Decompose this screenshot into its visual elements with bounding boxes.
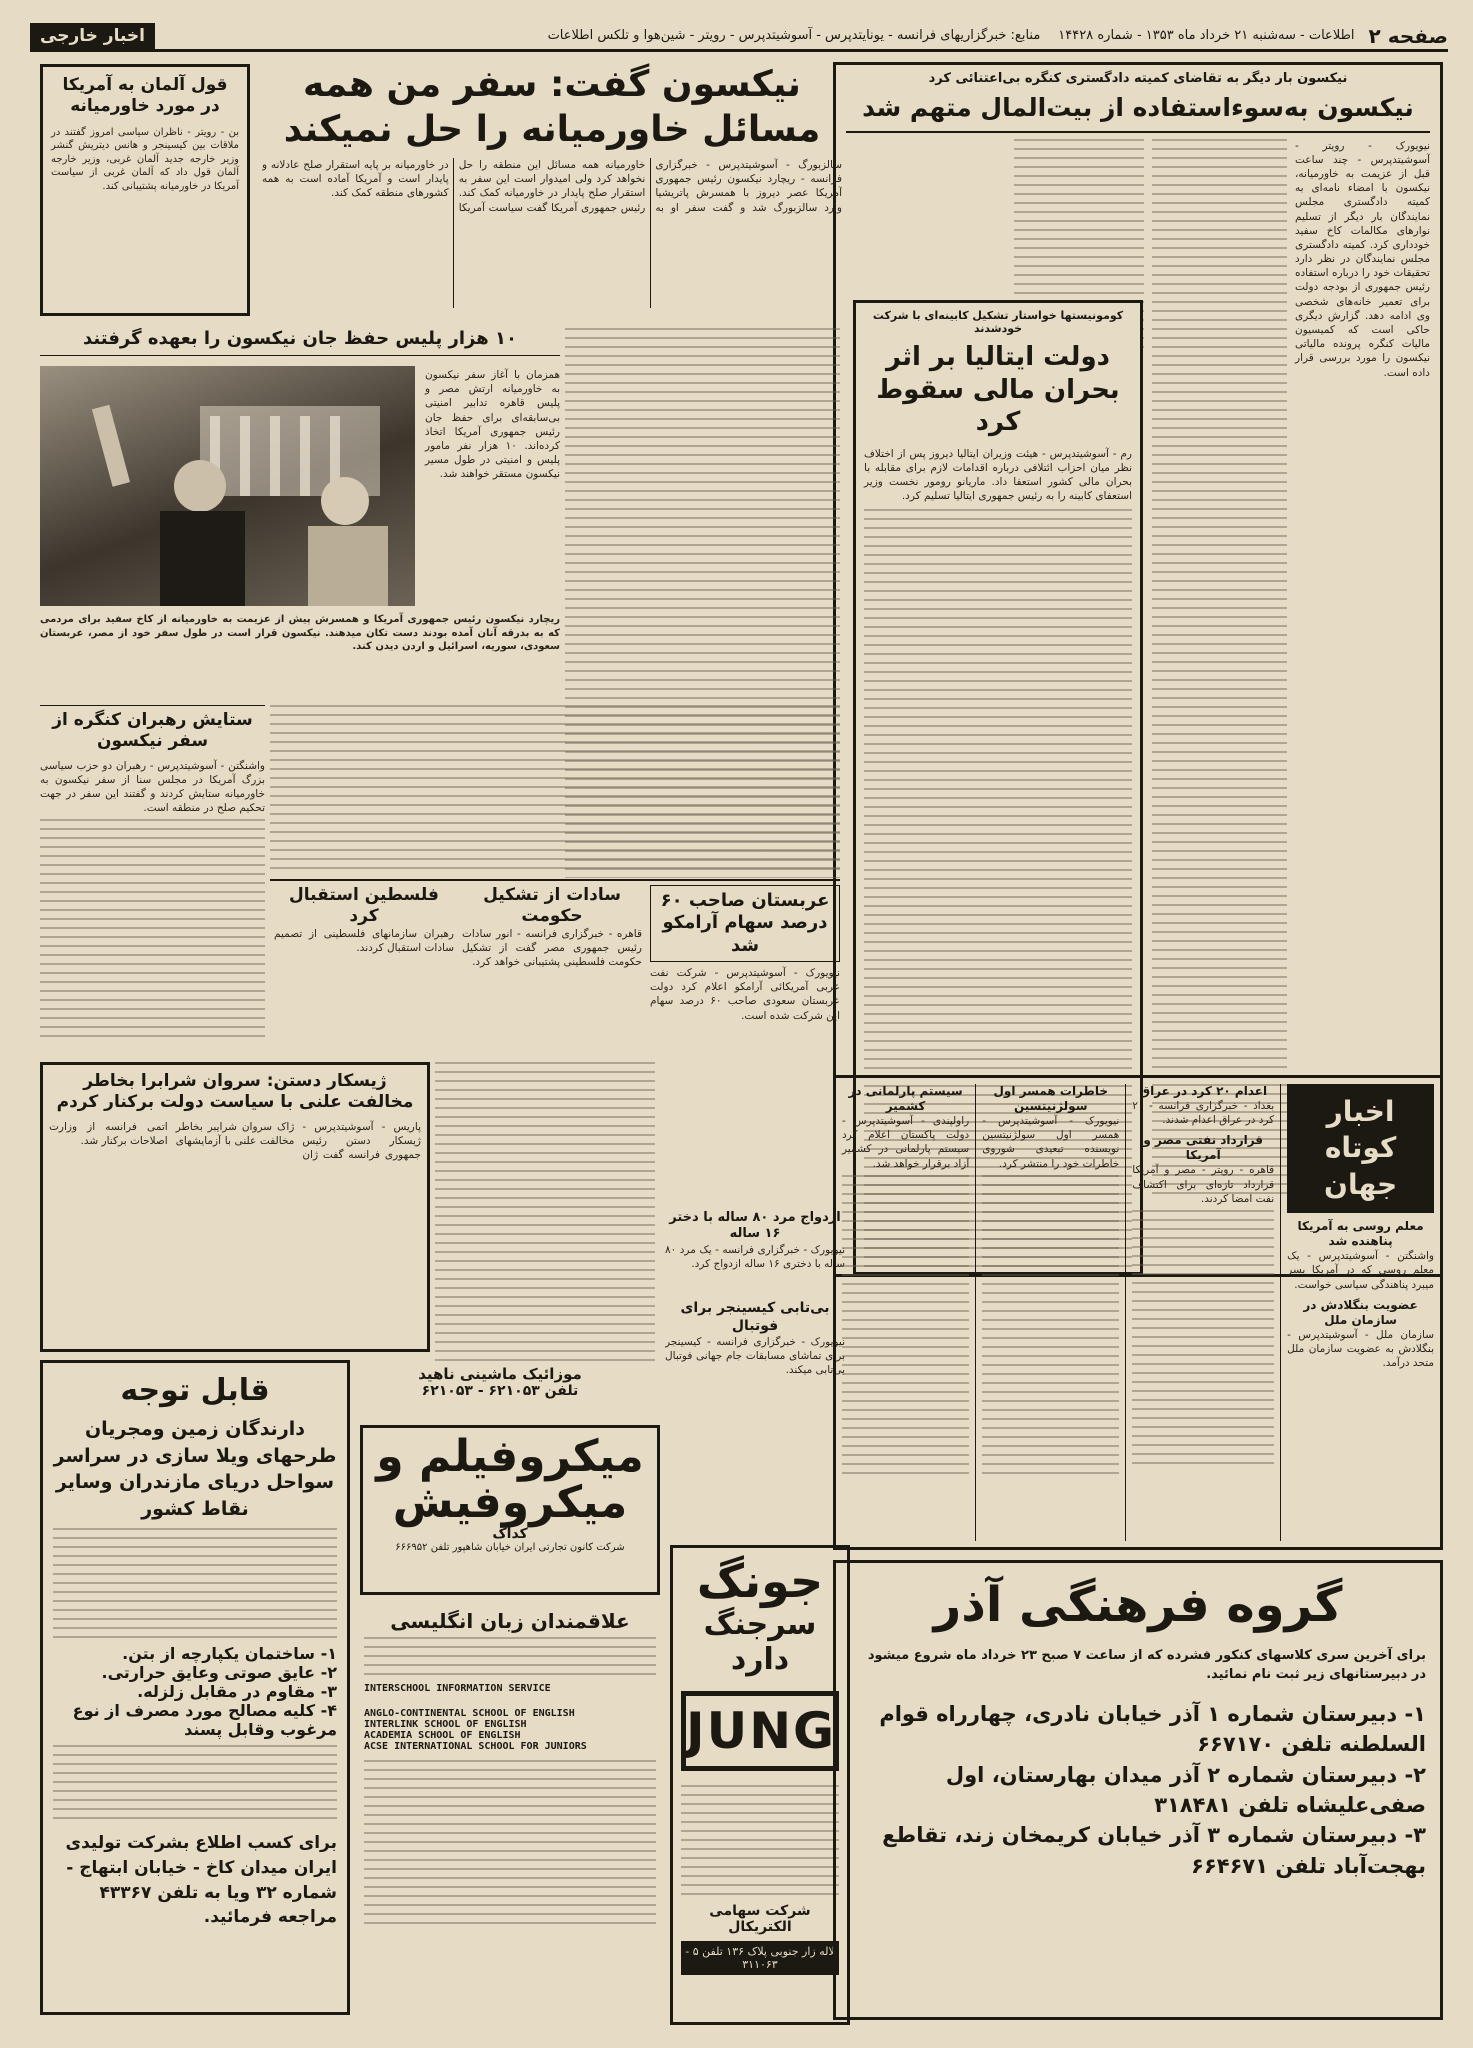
kissinger-ball-body: نیویورک - خبرگزاری فرانسه - کیسینجر برای تماشای مسابقات جام جهانی فوتبال بی‌تابی میکند. bbox=[665, 1336, 845, 1377]
english-service: INTERSCHOOL INFORMATION SERVICE bbox=[364, 1683, 551, 1694]
english-school-4: ACSE INTERNATIONAL SCHOOL FOR JUNIORS bbox=[364, 1741, 587, 1752]
giscard-body: پاریس - آسوشیتدپرس - ژیسکار دستن رئیس جمهوری فرانسه گفت ژان ژاک سروان شرایبر بخاطر مخالفت علنی با آزمایشهای اتمی فرانسه از وزارت اصلاحات برکنار شد. bbox=[49, 1120, 421, 1161]
saudi-column bbox=[650, 885, 840, 1023]
jung-subtitle: سرجنگ دارد bbox=[703, 1606, 817, 1677]
story-congress bbox=[40, 705, 265, 1065]
col-4-text bbox=[842, 1175, 969, 1475]
giscard-headline: ژیسکار دستن: سروان شرابرا بخاطر مخالفت علنی با سیاست دولت برکنار کردم bbox=[56, 1071, 414, 1113]
short-news-title: اخبار کوتاه جهان bbox=[1287, 1084, 1434, 1213]
sadat-rule bbox=[270, 879, 840, 881]
story-nixon bbox=[262, 62, 842, 324]
italy-body: رم - آسوشیتدپرس - هیئت وزیران ایتالیا دیروز پس از اختلاف نظر میان احزاب ائتلافی درباره اقدامات لازم برای مقابله با بحران مالی کشور استعفا داد. ماریانو رومور نخست وزیر استعفای کابینه را به رئیس جمهوری ایتالیا تسلیم کرد. bbox=[864, 447, 1132, 503]
marriage-body: نیویورک - خبرگزاری فرانسه - یک مرد ۸۰ ساله با دختری ۱۶ ساله ازدواج کرد. bbox=[665, 1243, 845, 1270]
notice-text bbox=[53, 1528, 337, 1638]
azar-item-2: ۲- دبیرستان شماره ۲ آذر میدان بهارستان، اول صفی‌علیشاه تلفن ۳۱۸۴۸۱ bbox=[945, 1762, 1426, 1817]
mosaic-name: موزائیک ماشینی ناهید bbox=[418, 1365, 582, 1383]
ad-mosaic bbox=[360, 1365, 640, 1415]
iraq-headline: اعدام ۲۰ کرد در عراق bbox=[1139, 1084, 1268, 1098]
ussr-headline: خاطرات همسر اول سولژنیتسین bbox=[993, 1084, 1108, 1113]
ad-notice bbox=[40, 1360, 350, 2015]
page-number: صفحه ۲ bbox=[1368, 23, 1448, 48]
masthead-bar bbox=[30, 22, 1448, 52]
teacher-body: واشنگتن - آسوشیتدپرس - یک معلم روسی که در آمریکا بسر میبرد پناهندگی سیاسی خواست. bbox=[1287, 1250, 1434, 1291]
notice-title: قابل توجه bbox=[120, 1373, 270, 1408]
saudi-body: نیویورک - آسوشیتدپرس - شرکت نفت عربی آمریکائی آرامکو اعلام کرد دولت عربستان سعودی صاحب ۶۰ درصد سهام این شرکت شده است. bbox=[650, 967, 840, 1022]
un-headline: عضویت بنگلادش در سازمان ملل bbox=[1303, 1297, 1418, 1327]
saudi-headline: عربستان صاحب ۶۰ درصد سهام آرامکو شد bbox=[650, 885, 840, 963]
german-headline: قول آلمان به آمریکا در مورد خاورمیانه bbox=[62, 75, 228, 117]
short-news-columns bbox=[842, 1084, 1434, 1541]
english-title: علاقمندان زبان انگلیسی bbox=[390, 1609, 630, 1633]
short-news-divider-3 bbox=[975, 1084, 976, 1541]
story-kissinger-ball bbox=[665, 1300, 845, 1475]
short-news-col-4 bbox=[842, 1084, 969, 1541]
sadat-headline: سادات از تشکیل حکومت bbox=[483, 884, 621, 926]
ad-jung bbox=[670, 1545, 850, 2025]
ad-microfilm bbox=[360, 1425, 660, 1595]
congress-body-cont bbox=[40, 819, 265, 1039]
police-body: همزمان با آغاز سفر نیکسون به خاورمیانه ارتش مصر و پلیس قاهره تدابیر امنیتی بی‌سابقه‌ای برای حفظ جان رئیس جمهوری آمریکا اتخاذ کرده‌اند. ۱۰ هزار نفر مامور پلیس و امنیتی در طول مسیر نیکسون مستقر خواهند شد. bbox=[425, 369, 560, 481]
italy-kicker: کومونیستها خواستار تشکیل کابینه‌ای با شرکت خودشدند bbox=[872, 309, 1124, 335]
palestine-column bbox=[274, 885, 454, 1023]
jung-title: جونگ bbox=[696, 1554, 824, 1608]
short-news-col-3 bbox=[982, 1084, 1119, 1541]
sadat-upper-text bbox=[270, 705, 840, 875]
marriage-headline: ازدواج مرد ۸۰ ساله با دختر ۱۶ ساله bbox=[669, 1210, 841, 1242]
section-tag: اخبار خارجی bbox=[30, 23, 155, 49]
oil-headline: قرارداد نفتی مصر و آمریکا bbox=[1143, 1133, 1264, 1163]
english-school-1: ANGLO-CONTINENTAL SCHOOL OF ENGLISH bbox=[364, 1708, 575, 1719]
short-news-divider-1 bbox=[1280, 1084, 1281, 1541]
english-school-2: INTERLINK SCHOOL OF ENGLISH bbox=[364, 1719, 527, 1730]
iraq-body: بغداد - خبرگزاری فرانسه - ۲۰ کرد در عراق اعدام شدند. bbox=[1132, 1100, 1275, 1127]
short-news-box bbox=[833, 1075, 1443, 1550]
notice-item-4: ۴- کلیه مصالح مورد مصرف از نوع مرغوب وقابل پسند bbox=[72, 1701, 337, 1740]
notice-item-1: ۱- ساختمان یکپارچه از بتن. bbox=[122, 1644, 337, 1664]
mosaic-phone: تلفن ۶۲۱۰۵۳ - ۶۲۱۰۵۳ bbox=[421, 1383, 579, 1399]
german-body: بن - رویتر - ناظران سیاسی امروز گفتند در ملاقات بین کیسینجر و هانس دیتریش گنشر وزیر خارجه جدید آلمان غربی، وزیر خارجه آلمان قول داد که آلمان غربی از سیاست آمریکا در خاورمیانه پشتیبانی کند. bbox=[51, 126, 239, 192]
azar-item-1: ۱- دبیرستان شماره ۱ آذر خیابان نادری، چهارراه قوام السلطنه تلفن ۶۶۷۱۷۰ bbox=[879, 1701, 1426, 1757]
congress-body: واشنگتن - آسوشیتدپرس - رهبران دو حزب سیاسی بزرگ آمریکا در مجلس سنا از سفر نیکسون به خاورمیانه ستایش کردند و گفتند این سفر در جهت تحکیم صلح در منطقه است. bbox=[40, 759, 265, 815]
col-2-text bbox=[1132, 1210, 1274, 1470]
kashmir-headline: سیستم پارلمانی در کشمیر bbox=[848, 1084, 963, 1113]
micro-footer: شرکت کانون تجارتی ایران خیابان شاهپور تلفن ۶۶۶۹۵۲ bbox=[395, 1542, 625, 1554]
ad-english bbox=[360, 1605, 660, 2015]
kashmir-body: راولپندی - آسوشیتدپرس - دولت پاکستان اعلام کرد سیستم پارلمانی در کشمیر آزاد برقرار خواهد شد. bbox=[841, 1115, 970, 1170]
issue-info: اطلاعات - سه‌شنبه ۲۱ خرداد ماه ۱۳۵۳ - شماره ۱۴۴۲۸ bbox=[1058, 28, 1355, 43]
story-sadat-palestine bbox=[270, 705, 840, 1065]
nixon-photo bbox=[40, 366, 415, 606]
micro-line-1: میکروفیلم و bbox=[376, 1431, 644, 1482]
impeach-kicker: نیکسون بار دیگر به تقاضای کمیته دادگستری کنگره بی‌اعتنائی کرد bbox=[928, 71, 1348, 86]
short-news-divider-2 bbox=[1125, 1084, 1126, 1541]
azar-title: گروه فرهنگی آذر bbox=[933, 1577, 1343, 1633]
photo-illustration bbox=[40, 366, 415, 606]
ussr-body: نیویورک - آسوشیتدپرس - همسر اول سولژنیتسین نویسنده تبعیدی شوروی خاطرات خود را منتشر کرد. bbox=[982, 1115, 1120, 1170]
jung-text bbox=[681, 1785, 839, 1895]
notice-text-2 bbox=[53, 1745, 337, 1825]
sadat-body: قاهره - خبرگزاری فرانسه - انور سادات رئیس جمهوری مصر گفت از تشکیل حکومت فلسطینی پشتیبانی خواهد کرد. bbox=[462, 928, 642, 969]
notice-lead: دارندگان زمین ومجریان طرحهای ویلا سازی در سراسر سواحل دریای مازندران وسایر نقاط کشور bbox=[53, 1418, 337, 1520]
azar-lead: برای آخرین سری کلاسهای کنکور فشرده که از ساعت ۷ صبح ۲۳ خرداد ماه شروع میشود در دبیرستانهای زیر ثبت نام نمائید. bbox=[867, 1648, 1426, 1682]
story-marriage bbox=[665, 1210, 845, 1295]
english-text-2 bbox=[364, 1760, 656, 1930]
impeach-body: نیویورک - رویتر - آسوشیتدپرس - چند ساعت قبل از عزیمت به خاورمیانه، نیکسون با امضاء نامه‌ای به کمیته دادگستری مجلس نمایندگان بار دیگر از تسلیم نوارهای مکالمات کاخ سفید خودداری کرد. کمیته دادگستری مجلس نمایندگان در نظر دارد تحقیقات خود را درباره استفاده رئیس جمهوری از بودجه دولت برای تعمیر خانه‌های شخصی وی ادامه دهد. گزارش دیگری حاکی است که کمیسیون مالیات کنگره پرونده مالیاتی نیکسون را مورد بررسی قرار داده است. bbox=[1295, 139, 1430, 379]
impeach-body-cont bbox=[1152, 139, 1287, 1199]
congress-headline: ستایش رهبران کنگره از سفر نیکسون bbox=[52, 710, 253, 752]
english-text bbox=[364, 1637, 656, 1677]
palestine-headline: فلسطین استقبال کرد bbox=[289, 884, 439, 926]
story-giscard bbox=[40, 1062, 430, 1352]
teacher-headline: معلم روسی به آمریکا پناهنده شد bbox=[1297, 1219, 1424, 1249]
micro-line-2: میکروفیش bbox=[392, 1477, 628, 1529]
jung-logo: JUNG bbox=[681, 1691, 839, 1771]
news-sources: منابع: خبرگزاریهای فرانسه - یونایتدپرس - آسوشیتدپرس - رویتر - شین‌هوا و تلکس اطلاعات bbox=[547, 28, 1041, 43]
photo-caption: ریچارد نیکسون رئیس جمهوری آمریکا و همسرش پیش از عزیمت به خاورمیانه از کاخ سفید برای مردمی که به بدرقه آنان آمده بودند دست تکان میدهند. نیکسون قرار است در طول سفر خود از مصر، عربستان سعودی، سوریه، اسرائیل و اردن دیدن کند. bbox=[40, 614, 560, 652]
ad-azar bbox=[833, 1560, 1443, 2020]
notice-item-3: ۳- مقاوم در مقابل زلزله. bbox=[137, 1682, 337, 1702]
nixon-headline-2: مسائل خاورمیانه را حل نمیکند bbox=[283, 109, 821, 150]
nixon-headline-1: نیکسون گفت: سفر من همه bbox=[303, 64, 801, 105]
english-school-3: ACADEMIA SCHOOL OF ENGLISH bbox=[364, 1730, 521, 1741]
kissinger-ball-headline: بی‌تابی کیسینجر برای فوتبال bbox=[680, 1300, 830, 1334]
impeach-headline: نیکسون به‌سوء‌استفاده از بیت‌المال متهم شد bbox=[862, 93, 1414, 122]
col-3-text bbox=[982, 1175, 1119, 1475]
short-news-col-1 bbox=[1287, 1084, 1434, 1541]
un-body: سازمان ملل - آسوشیتدپرس - بنگلادش به عضویت سازمان ملل متحد درآمد. bbox=[1287, 1328, 1434, 1370]
italy-headline: دولت ایتالیا بر اثر بحران مالی سقوط کرد bbox=[876, 342, 1120, 437]
notice-item-2: ۲- عایق صوتی وعایق حرارتی. bbox=[101, 1663, 337, 1683]
jung-company: شرکت سهامی الکتریکال bbox=[709, 1902, 811, 1935]
mid-column-text bbox=[435, 1062, 655, 1362]
jung-address: لاله زار جنوبی پلاک ۱۳۶ تلفن ۵ - ۳۱۱۰۶۳ bbox=[681, 1941, 839, 1975]
palestine-body: رهبران سازمانهای فلسطینی از تصمیم سادات استقبال کردند. bbox=[274, 928, 454, 955]
azar-item-3: ۳- دبیرستان شماره ۳ آذر خیابان کریمخان زند، تقاطع بهجت‌آباد تلفن ۶۶۴۶۷۱ bbox=[882, 1823, 1426, 1878]
nixon-body: سالزبورگ - آسوشیتدپرس - خبرگزاری فرانسه - ریچارد نیکسون رئیس جمهوری آمریکا عصر دیروز با همسرش پاتریشیا وارد سالزبورگ شد و گفت سفر او به خاورمیانه همه مسائل این منطقه را حل نخواهد کرد ولی امیدوار است این سفر به استقرار صلح پایدار در خاورمیانه کمک کند. رئیس جمهوری آمریکا گفت سیاست آمریکا در خاورمیانه بر پایه استقرار صلح عادلانه و پایدار است و آمریکا آماده است به همه کشورهای منطقه کمک کند. bbox=[262, 159, 842, 214]
story-german bbox=[40, 64, 250, 316]
notice-footer: برای کسب اطلاع بشرکت تولیدی ایران میدان کاخ - خیابان ابتهاج - شماره ۳۲ ویا به تلفن ۴۳۳۶۷ مراجعه فرمائید. bbox=[65, 1833, 337, 1928]
short-news-col-2 bbox=[1132, 1084, 1274, 1541]
micro-brand: کداک bbox=[492, 1526, 528, 1543]
impeach-rule bbox=[846, 131, 1430, 133]
oil-body: قاهره - رویتر - مصر و آمریکا قرارداد تازه‌ای برای اکتشاف نفت امضا کردند. bbox=[1132, 1164, 1275, 1205]
sadat-column bbox=[462, 885, 642, 1023]
story-police bbox=[40, 328, 560, 708]
police-headline: ۱۰ هزار پلیس حفظ جان نیکسون را بعهده گرفتند bbox=[40, 328, 560, 356]
